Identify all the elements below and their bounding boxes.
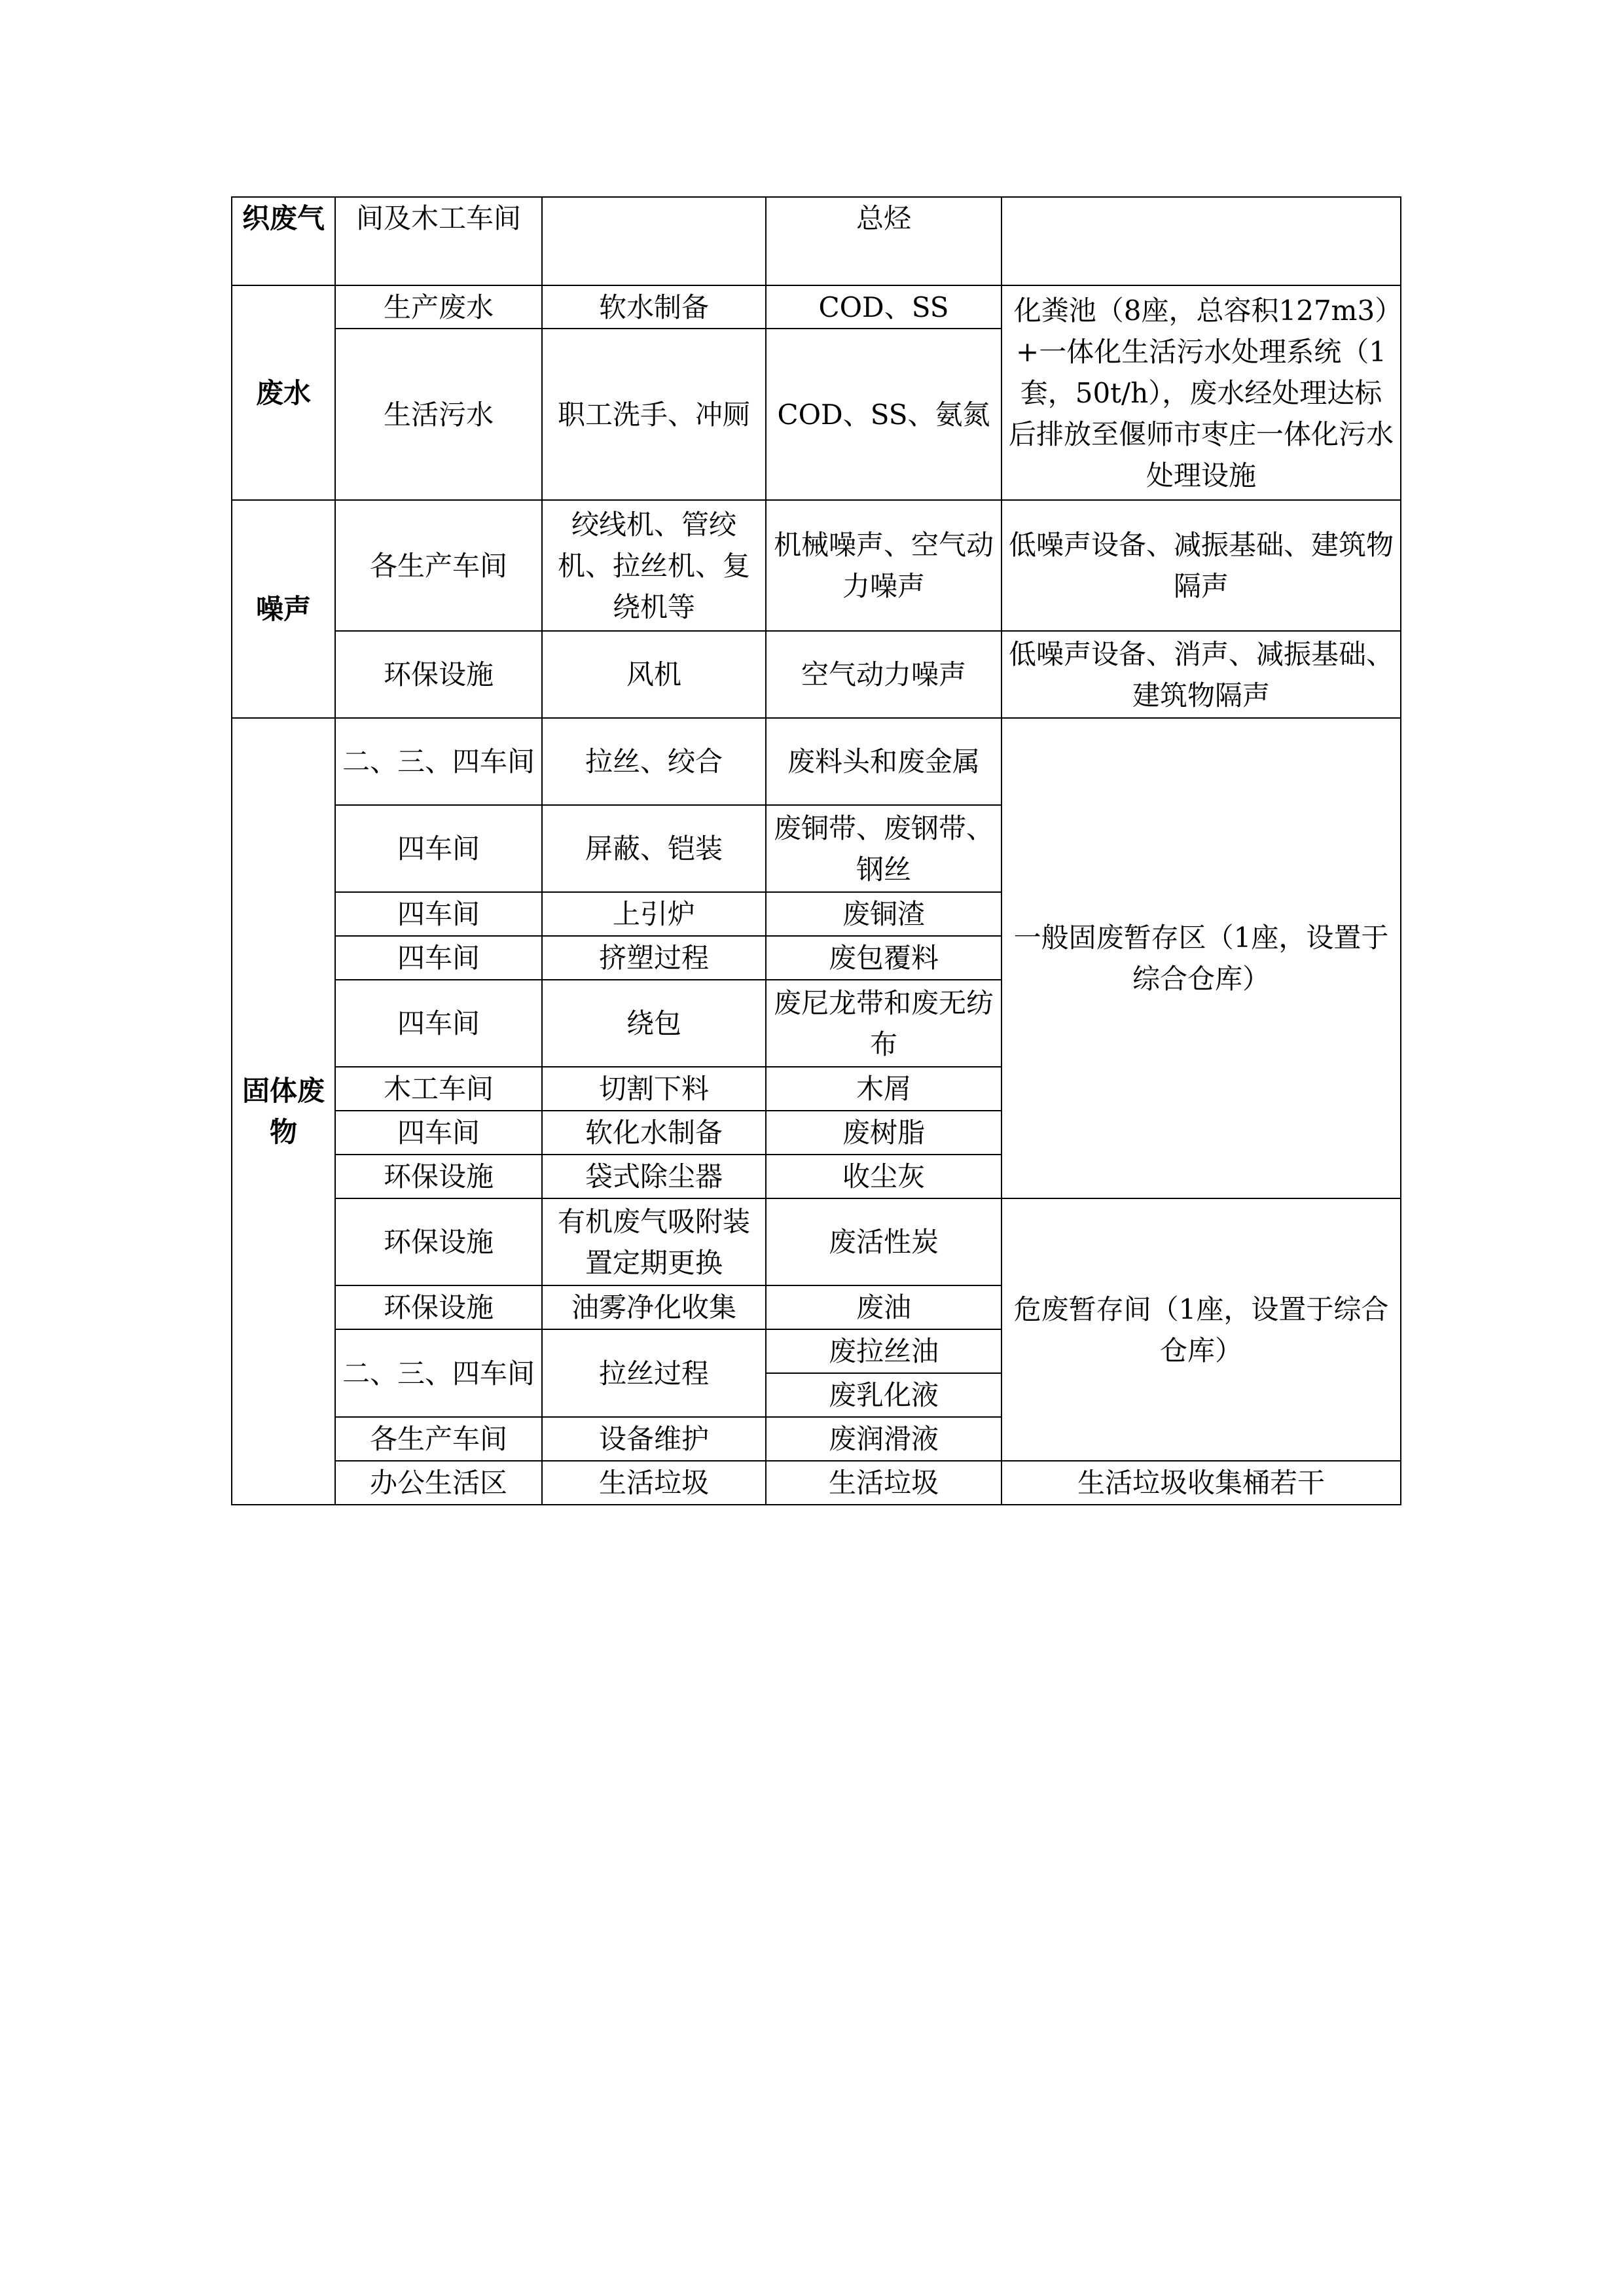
category-cell: 织废气: [232, 197, 335, 285]
table-cell: 废铜带、废钢带、钢丝: [766, 805, 1001, 892]
table-cell: 四车间: [335, 980, 542, 1067]
treatment-cell: 低噪声设备、消声、减振基础、建筑物隔声: [1001, 631, 1401, 718]
table-cell: 废尼龙带和废无纺布: [766, 980, 1001, 1067]
table-cell: 废拉丝油: [766, 1329, 1001, 1373]
table-cell: 职工洗手、冲厕: [542, 329, 766, 500]
table-row: [232, 631, 1401, 718]
treatment-cell: 一般固废暂存区（1座，设置于综合仓库）: [1001, 718, 1401, 1198]
table-cell: 生活垃圾: [542, 1461, 766, 1505]
table-cell: 机械噪声、空气动力噪声: [766, 500, 1001, 631]
treatment-cell: 生活垃圾收集桶若干: [1001, 1461, 1401, 1505]
table-cell: 上引炉: [542, 892, 766, 936]
table-cell: 废包覆料: [766, 936, 1001, 980]
table-cell: 切割下料: [542, 1067, 766, 1111]
table-row: [232, 285, 1401, 329]
table-cell: 废树脂: [766, 1111, 1001, 1155]
table-row: [232, 1198, 1401, 1285]
table-cell: 有机废气吸附装置定期更换: [542, 1198, 766, 1285]
category-cell: 固体废物: [232, 718, 335, 1505]
table-cell: 四车间: [335, 805, 542, 892]
table-cell: 废铜渣: [766, 892, 1001, 936]
table-cell: 设备维护: [542, 1417, 766, 1461]
table-cell: 四车间: [335, 936, 542, 980]
table-cell: 挤塑过程: [542, 936, 766, 980]
table-cell: [1001, 197, 1401, 285]
category-cell: 废水: [232, 285, 335, 500]
table-row: [232, 197, 1401, 285]
treatment-cell: 低噪声设备、减振基础、建筑物隔声: [1001, 500, 1401, 631]
table-cell: 环保设施: [335, 1198, 542, 1285]
table-cell: 屏蔽、铠装: [542, 805, 766, 892]
table-row: [232, 500, 1401, 631]
table-cell: 环保设施: [335, 1155, 542, 1198]
table-cell: 环保设施: [335, 631, 542, 718]
table-cell: 生产废水: [335, 285, 542, 329]
table-cell: 四车间: [335, 1111, 542, 1155]
table-cell: 办公生活区: [335, 1461, 542, 1505]
table-cell: 四车间: [335, 892, 542, 936]
table-cell: 二、三、四车间: [335, 1329, 542, 1417]
table-cell: COD、SS: [766, 285, 1001, 329]
table-cell: 废乳化液: [766, 1373, 1001, 1417]
table-cell: 绕包: [542, 980, 766, 1067]
table-cell: 生活垃圾: [766, 1461, 1001, 1505]
category-cell: 噪声: [232, 500, 335, 718]
table-cell: 软化水制备: [542, 1111, 766, 1155]
table-row: [232, 718, 1401, 805]
table-cell: 风机: [542, 631, 766, 718]
table-cell: COD、SS、氨氮: [766, 329, 1001, 500]
table-cell: 废料头和废金属: [766, 718, 1001, 805]
table-cell: 各生产车间: [335, 1417, 542, 1461]
table-cell: 木工车间: [335, 1067, 542, 1111]
table-cell: 各生产车间: [335, 500, 542, 631]
table-cell: 软水制备: [542, 285, 766, 329]
table-row: [232, 1461, 1401, 1505]
treatment-cell: 危废暂存间（1座，设置于综合仓库）: [1001, 1198, 1401, 1461]
table-cell: 生活污水: [335, 329, 542, 500]
table-cell: 空气动力噪声: [766, 631, 1001, 718]
table-cell: [542, 197, 766, 285]
table-cell: 拉丝过程: [542, 1329, 766, 1417]
table-cell: 总烃: [766, 197, 1001, 285]
table-cell: 绞线机、管绞机、拉丝机、复绕机等: [542, 500, 766, 631]
table-cell: 废油: [766, 1285, 1001, 1329]
treatment-cell: 化粪池（8座，总容积127m3）+一体化生活污水处理系统（1套，50t/h），废水经处理达标后排放至偃师市枣庄一体化污水处理设施: [1001, 285, 1401, 500]
table-cell: 收尘灰: [766, 1155, 1001, 1198]
table-cell: 废活性炭: [766, 1198, 1001, 1285]
table-cell: 油雾净化收集: [542, 1285, 766, 1329]
table-cell: 间及木工车间: [335, 197, 542, 285]
table-cell: 环保设施: [335, 1285, 542, 1329]
table-cell: 袋式除尘器: [542, 1155, 766, 1198]
table-cell: 废润滑液: [766, 1417, 1001, 1461]
table-cell: 二、三、四车间: [335, 718, 542, 805]
table-cell: 木屑: [766, 1067, 1001, 1111]
pollution-control-table: [231, 196, 1401, 1505]
table-cell: 拉丝、绞合: [542, 718, 766, 805]
